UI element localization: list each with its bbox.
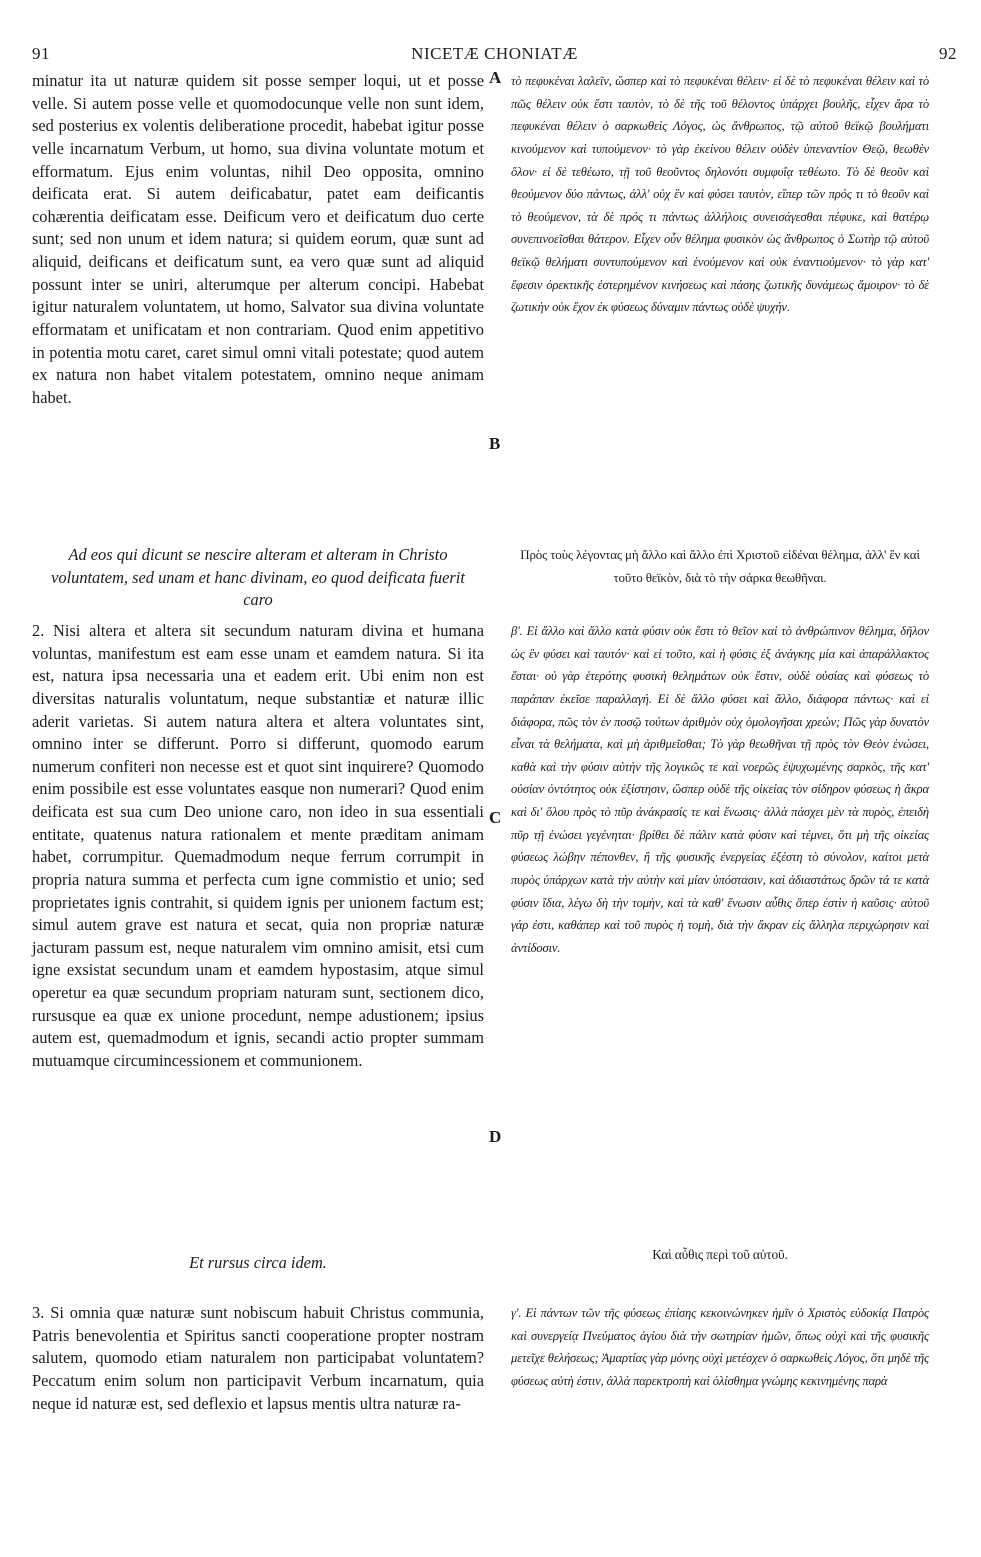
latin-paragraph: minatur ita ut naturæ quidem sit posse semper loqui, ut et posse velle. Si autem posse velle et quomodocunque velle non sunt idem, sed posterius ex volentis deliberatione procedit, habebat igitur posse velle incarnatum Verbum, ut homo, sua divina voluntate motum et efformatum. Ejus enim voluntas, nihil Deo opposita, omnino deificata erat. Si autem deificabatur, patet eam deificantis cohærentia deificatam esse. Deificum vero et deificatum duo certe sunt; sed non unum et idem natura; si quidem eorum, quæ sunt ad aliquid, deificans et deificatum sunt, ea vero quæ sunt ad aliquid possunt inter se uniri, alterumque per alterum concipi. Habebat igitur naturalem voluntatem, ut homo, Salvator sua divina voluntate efformatam et unificatam et non contrariam. Quod enim appetitivo in potentia motu caret, caret simul omni vitali potestate; quod autem ex natura non habet vitalem potestatem, omnino neque animam habet. [32,71,484,407]
latin-text-block-1 [32,70,484,409]
margin-marker-a: A [489,68,502,87]
margin-marker-b: B [489,434,501,453]
page-number-left: 91 [32,44,50,63]
margin-marker-d: D [489,1127,502,1146]
latin-text-block-2 [32,620,484,1073]
latin-paragraph: 2. Nisi altera et altera sit secundum naturam divina et humana voluntas, manifestum est eam esse unam et eamdem natura. Si ita est, natura ipsa necessaria una et eadem erit. Ubi enim non est diversitas naturalis voluntatum, neque substantiæ et naturæ illic aderit varietas. Si autem natura altera et altera voluntates sint, omnino inter se differunt. Porro si differunt, quomodo earum numerum confiteri non necesse est et quot sint inquirere? Quomodo enim possibile est esse voluntates easque non numerari? Quod enim deificata est sua cum Deo unione caro, non ideo in sua essentiali entitate, quatenus natura rationalem et mente præditam animam habet, corrumpitur. Quemadmodum neque ferrum corrumpit in propria natura summa et perfecta cum igne commistio et unio; sed proprietates ignis contrahit, si quidem ignis per unionem factum est; simul autem grave est natura et secat, quia non propriæ naturæ jacturam passum est, neque naturalem vim omnino amisit, etsi cum igne exsistat secundum unam et eamdem hypostasim, atque simul operetur ea quæ secundum propriam naturam sunt, sectionem dico, rursusque ea quæ ex unione procedunt, nempe adustionem; ipsius autem est, quemadmodum et ignis, secandi actio propter summam mutuamque circumincessionem et communionem. [32,621,484,1070]
greek-text-block-2 [511,620,929,959]
greek-paragraph: τὸ πεφυκέναι λαλεῖν, ὥσπερ καὶ τὸ πεφυκέναι θέλειν· εἰ δὲ τὸ πεφυκέναι θέλειν καὶ τὸ πῶς θέλειν οὐκ ἔστι ταυτὸν, τὸ δὲ τῆς τοῦ θέλοντος ὑπάρχει βουλῆς, εἶχεν ἄρα τὸ πεφυκέναι θέλειν ὁ σαρκωθεὶς Λόγος, ὡς ἄνθρωπος, τῷ αὐτοῦ θεϊκῷ βουλήματι κινούμενον καὶ τυπούμενον· τὸ γὰρ ἐκείνου θέλειν οὐδὲν ὑπεναντίον Θεῷ, θεωθὲν ὅλον· εἰ δὲ τεθέωτο, τῇ τοῦ θεοῦντος δηλονότι συμφυΐᾳ τεθέωτο. Τὸ δὲ θεοῦν καὶ θεούμενον δύο πάντως, ἀλλ' οὐχ ἓν καὶ φύσει ταυτὸν, εἴπερ τῶν πρός τι τὸ θεοῦν καὶ τὸ θεούμενον, τὰ δὲ πρός τι πάντως ἀλλήλοις συνεισάγεσθαι πέφυκε, καὶ θατέρῳ συνεπινοεῖσθαι θάτερον. Εἶχεν οὖν θέλημα φυσικὸν ὡς ἄνθρωπος ὁ Σωτὴρ τῷ αὐτοῦ θεϊκῷ θελήματι συντυπούμενον καὶ ἑνούμενον καὶ οὐκ ἐναντιούμενον· τὸ γὰρ κατ' ἔφεσιν ὀρεκτικῆς ἐστερημένον κινήσεως καὶ πάσης ζωτικῆς δυνάμεως ἄμοιρον· τὸ δὲ ζωτικὴν οὐκ ἔχον ἐκ φύσεως δύναμιν πάντως οὐδὲ ψυχήν. [511,74,929,315]
latin-section-heading [32,544,484,612]
page-header [32,44,957,66]
greek-text-block-1 [511,70,929,319]
greek-paragraph: γ'. Εἰ πάντων τῶν τῆς φύσεως ἐπίσης κεκοινώνηκεν ἡμῖν ὁ Χριστὸς εὐδοκίᾳ Πατρὸς καὶ συνεργείᾳ Πνεύματος ἁγίου διὰ τὴν σωτηρίαν ἡμῶν, ὅπως οὐχὶ καὶ τῆς φυσικῆς μετεῖχε θελήσεως; Ἁμαρτίας γὰρ μόνης οὐχὶ μετέσχεν ὁ σαρκωθεὶς Λόγος, ὅτι μηδὲ τῆς φύσεως αὐτὴ ἐστιν, ἀλλὰ παρεκτροπὴ καὶ ὀλίσθημα γνώμης κεκινημένης παρὰ [511,1306,929,1388]
greek-heading-text: Πρὸς τοὺς λέγοντας μὴ ἄλλο καὶ ἄλλο ἐπὶ Χριστοῦ εἰδέναι θέλημα, ἀλλ' ἓν καὶ τοῦτο θεϊκὸν, διὰ τὸ τὴν σάρκα θεωθῆναι. [520,547,920,585]
latin-paragraph: 3. Si omnia quæ naturæ sunt nobiscum habuit Christus communia, Patris benevolentia et Spiritus sancti cooperatione propter nostram salutem, quomodo etiam naturalem non participabat voluntatem? Peccatum enim solum non participavit Verbum incarnatum, quia neque id naturæ est, sed deflexio et lapsus mentis ultra naturæ ra- [32,1303,484,1413]
latin-text-block-3 [32,1302,484,1415]
latin-section-heading-2 [32,1252,484,1275]
latin-heading-text: Ad eos qui dicunt se nescire alteram et alteram in Christo voluntatem, sed unam et hanc divinam, eo quod deificata fuerit caro [51,545,465,610]
running-title: NICETÆ CHONIATÆ [411,44,578,63]
page-number-right: 92 [939,44,957,63]
greek-paragraph: β'. Εἰ ἄλλο καὶ ἄλλο κατὰ φύσιν οὐκ ἔστι τὸ θεῖον καὶ τὸ ἀνθρώπινον θέλημα, δῆλον ὡς ἓν φύσει καὶ ταυτόν· καὶ εἰ τοῦτο, καὶ ἡ φύσις ἐξ ἀνάγκης μία καὶ ἀπαράλλακτος ἔσται· οὐ γὰρ ἑτερότης φυσικὴ θελημάτων οὐκ ἔστιν, οὐδὲ οὐσίας καὶ φύσεως τὸ παράπαν ἐκεῖσε παραλλαγή. Εἰ δὲ ἄλλο φύσει καὶ ἄλλο, διάφορα πάντως· καὶ εἰ διάφορα, πῶς τὸν ἐν ποσῷ τούτων ἀριθμὸν οὐχ ὁμολογῆσαι χρεών; Πῶς γὰρ δυνατὸν εἶναι τὰ θελήματα, καὶ μὴ ἀριθμεῖσθαι; Τὸ γὰρ θεωθῆναι τῇ πρὸς τὸν Θεὸν ἑνώσει, καθὰ καὶ τὴν φύσιν αὐτὴν τῆς λογικῶς τε καὶ νοερῶς ἐψυχωμένης σαρκὸς, τῆς κατ' οὐσίαν ὀντότητος οὐκ ἐξίστησιν, ὥσπερ οὐδὲ τῆς οἰκείας τὸν σίδηρον φύσεως ἡ ἄκρα καὶ δι' ὅλου πρὸς τὸ πῦρ ἀνάκρασίς τε καὶ ἕνωσις· ἀλλὰ πάσχει μὲν τὰ πυρὸς, ἐπειδὴ πῦρ τῇ ἑνώσει γεγένηται· βρίθει δὲ πάλιν κατὰ φύσιν καὶ τέμνει, ὅτι μὴ τῆς οἰκείας φύσεως λώβην πέπονθεν, ἢ τῆς φυσικῆς ἐνεργείας ἐξέστη τὸ σύνολον, καίτοι μετὰ πυρὸς ὑπάρχων κατὰ τὴν αὐτὴν καὶ μίαν ὑπόστασιν, καὶ ἀδιαστάτως δρῶν τά τε κατὰ φύσιν ἴδια, λέγω δὴ τὴν τομὴν, καὶ τὰ καθ' ἕνωσιν αὖθις ὅπερ ἐστὶν ἡ καῦσις· αὐτοῦ γάρ ἐστι, καθάπερ καὶ τοῦ πυρὸς ἡ τομὴ, διὰ τὴν ἄκραν εἰς ἄλληλα περιχώρησιν καὶ ἀντίδοσιν. [511,624,929,955]
greek-section-heading [511,544,929,589]
greek-heading-text: Καὶ αὖθις περὶ τοῦ αὐτοῦ. [652,1247,788,1262]
margin-marker-c: C [489,808,502,827]
latin-heading-text: Et rursus circa idem. [189,1253,327,1272]
greek-text-block-3 [511,1302,929,1393]
greek-section-heading-2 [511,1244,929,1267]
